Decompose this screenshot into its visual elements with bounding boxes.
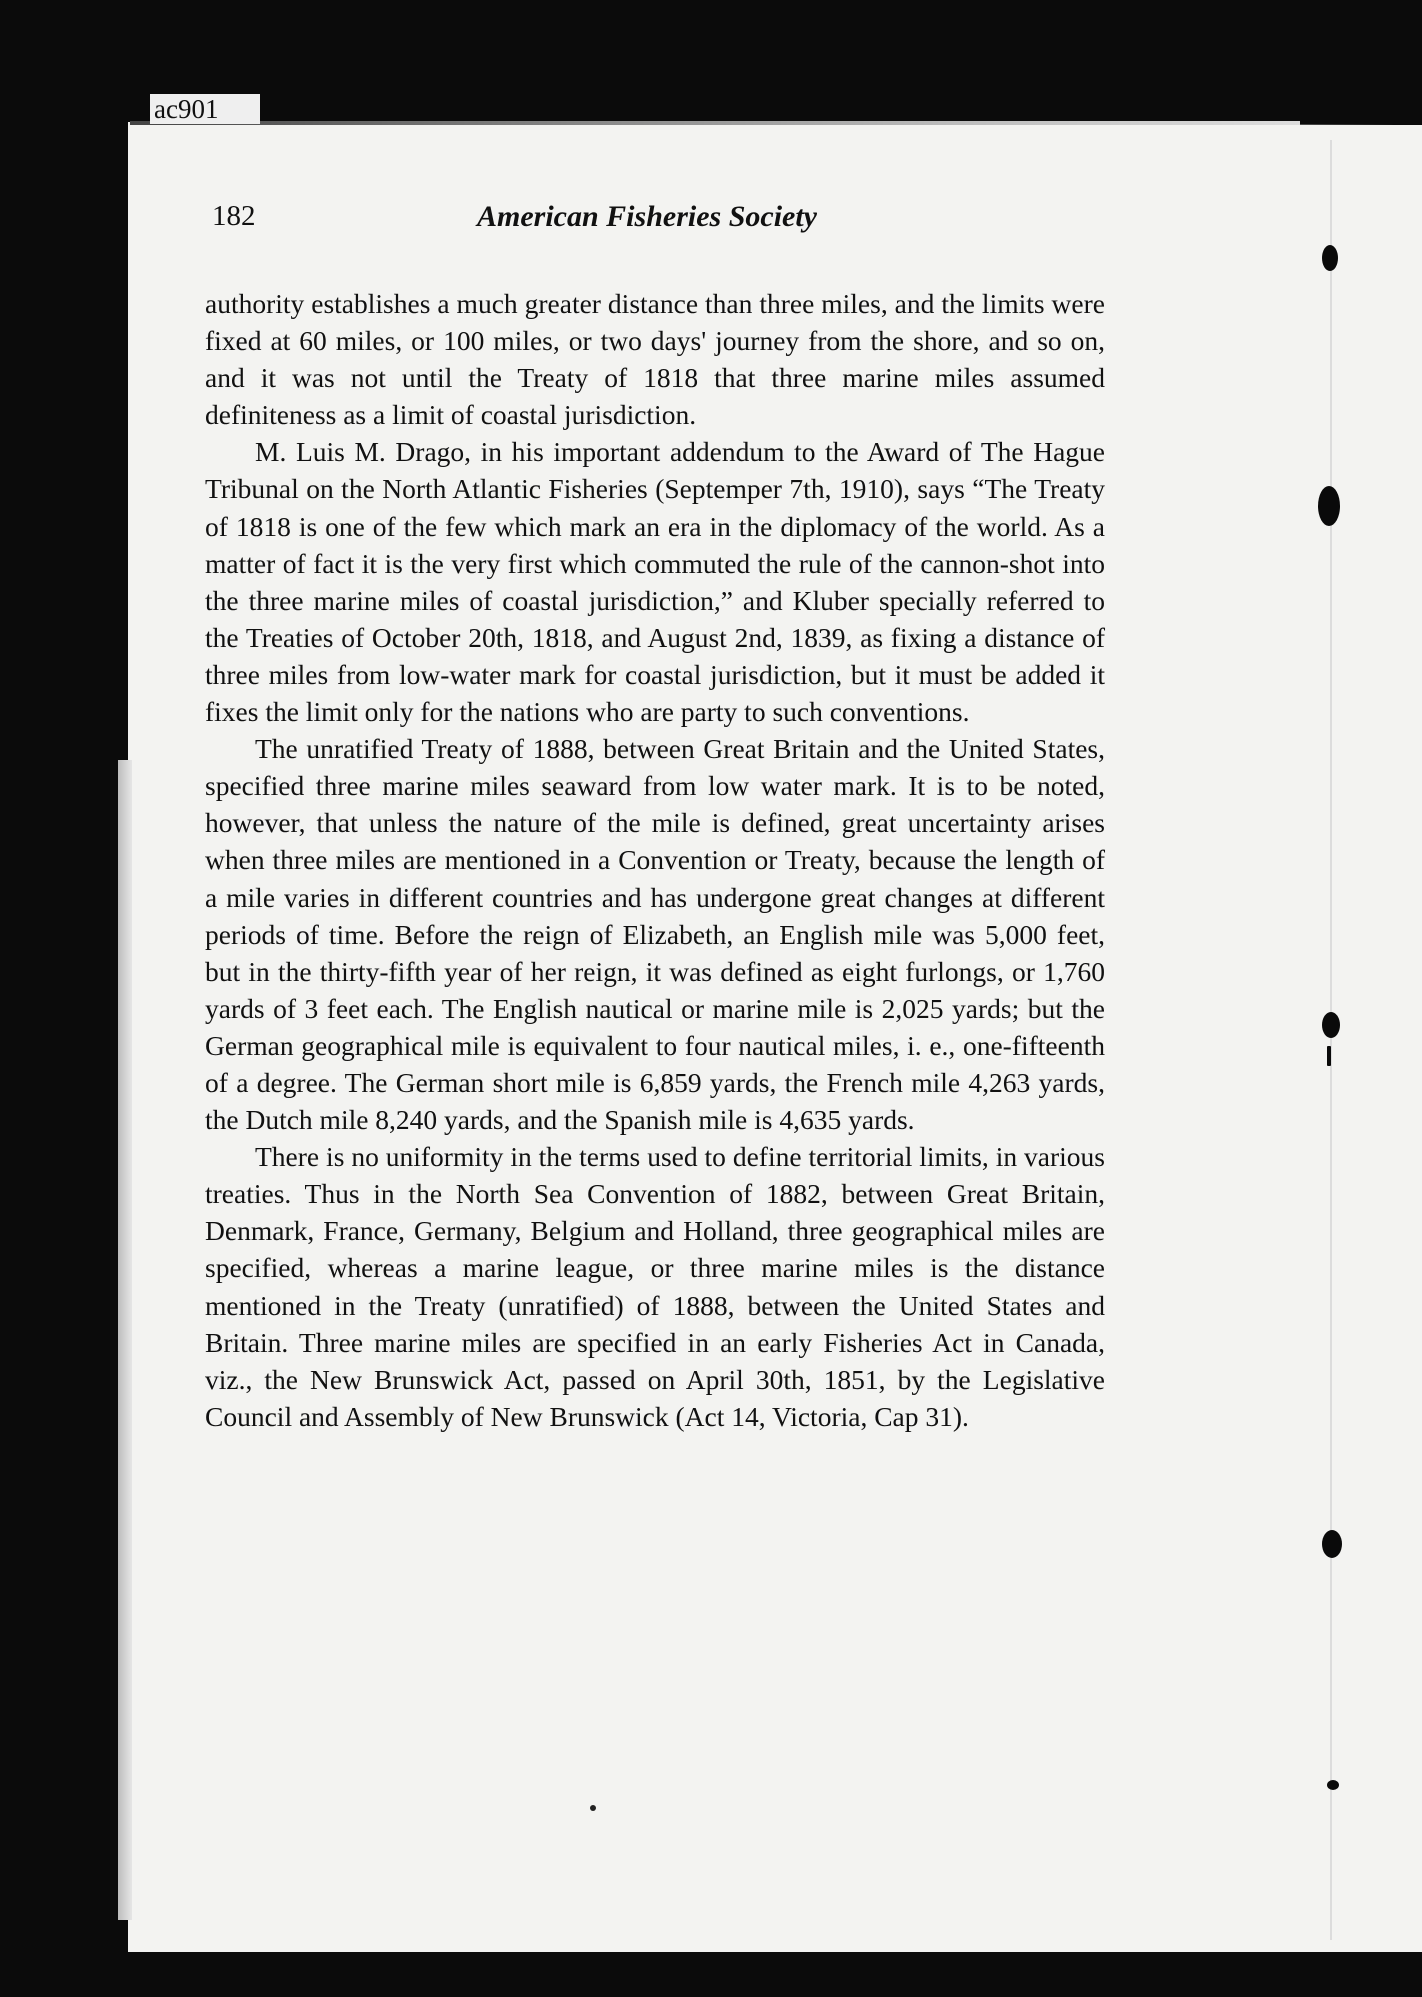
page-number: 182: [212, 200, 256, 232]
scan-speck: [1322, 245, 1338, 271]
footer-dot: [590, 1805, 596, 1811]
paragraph: The unratified Treaty of 1888, between Great Britain and the United States, specified three marine miles seaward from low water mark. It is to be noted, however, that unless the nature of the mile is defined, great uncertainty arises when three miles are mentioned in a Convention or Treaty, because the length of a mile varies in different countries and has undergone great changes at different periods of time. Before the reign of Elizabeth, an English mile was 5,000 feet, but in the thirty-fifth year of her reign, it was defined as eight furlongs, or 1,760 yards of 3 feet each. The English nautical or marine mile is 2,025 yards; but the German geographical mile is equivalent to four nautical miles, i. e., one-fifteenth of a degree. The German short mile is 6,859 yards, the French mile 4,263 yards, the Dutch mile 8,240 yards, and the Spanish mile is 4,635 yards.: [205, 733, 1105, 1136]
paragraph: authority establishes a much greater distance than three miles, and the limits were fixed at 60 miles, or 100 miles, or two days' journey from the shore, and so on, and it was not until the Treaty of 1818 that three marine miles assumed definiteness as a limit of coastal jurisdiction.: [205, 288, 1105, 431]
page-top-edge: [130, 121, 1300, 125]
scan-speck: [1327, 1046, 1331, 1066]
body-text: [205, 285, 1105, 1435]
paragraph: M. Luis M. Drago, in his important addendum to the Award of The Hague Tribunal on the North Atlantic Fisheries (Septemper 7th, 1910), says “The Treaty of 1818 is one of the few which mark an era in the diplomacy of the world. As a matter of fact it is the very first which commuted the rule of the cannon-shot into the three marine miles of coastal jurisdiction,” and Kluber specially referred to the Treaties of October 20th, 1818, and August 2nd, 1839, as fixing a distance of three miles from low-water mark for coastal jurisdiction, but it must be added it fixes the limit only for the nations who are party to such conventions.: [205, 436, 1105, 728]
page-left-edge-shadow: [118, 760, 132, 1920]
scan-speck: [1322, 1530, 1342, 1558]
scan-speck: [1327, 1780, 1339, 1790]
paragraph: There is no uniformity in the terms used to define territorial limits, in various treaties. Thus in the North Sea Convention of 1882, between Great Britain, Denmark, France, Germany, Belgium and Holland, three geographical miles are specified, whereas a marine league, or three marine miles is the distance mentioned in the Treaty (unratified) of 1888, between the United States and Britain. Three marine miles are specified in an early Fisheries Act in Canada, viz., the New Brunswick Act, passed on April 30th, 1851, by the Legislative Council and Assembly of New Brunswick (Act 14, Victoria, Cap 31).: [205, 1141, 1105, 1432]
scan-speck: [1318, 486, 1340, 526]
scan-speck: [1322, 1012, 1340, 1038]
page-header: [212, 200, 1112, 244]
gutter-line: [1330, 140, 1332, 1940]
running-title: American Fisheries Society: [477, 200, 817, 233]
archive-label: ac901: [150, 94, 260, 124]
